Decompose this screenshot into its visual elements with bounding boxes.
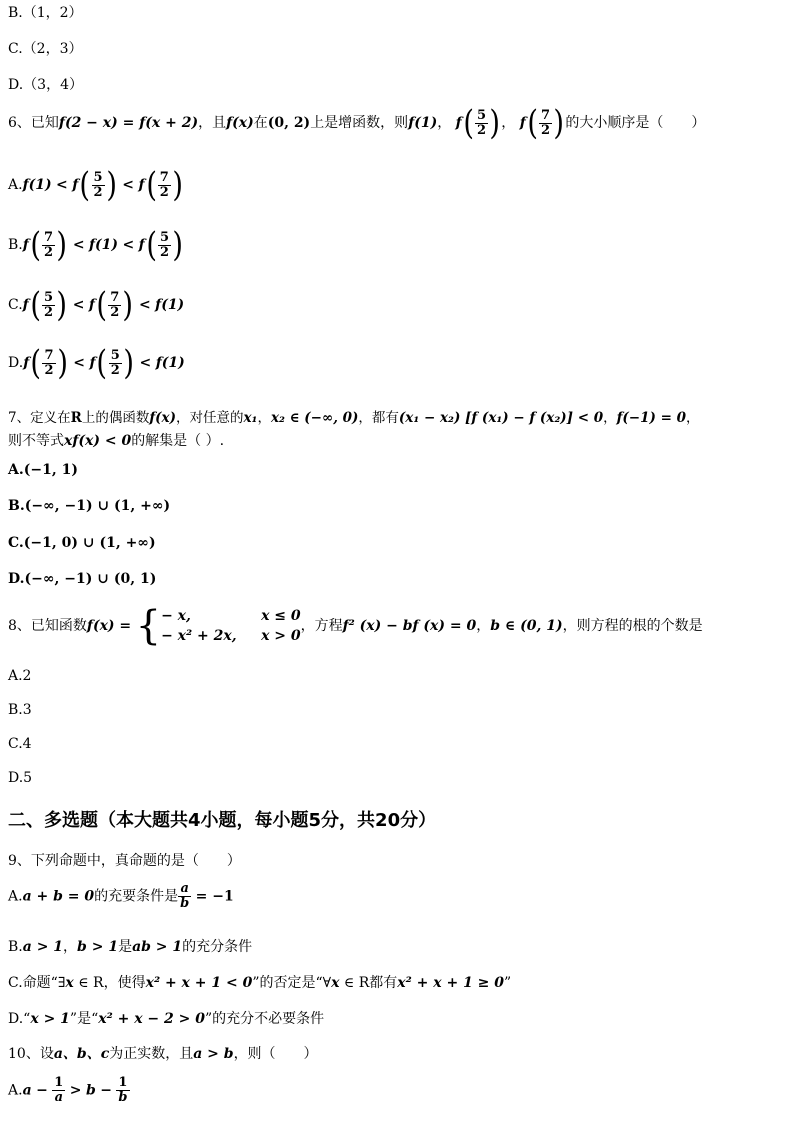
fraction-5-2: $\frac{5}{2}$ xyxy=(476,107,486,138)
q7-option-a: A.(−1, 1) xyxy=(8,462,78,478)
q8-stem: 8、已知函数f(x) = {− x, x ≤ 0 − x² + 2x, x > 0，方程f² (x) − bf (x) = 0，b ∈ (0, 1)，则方程的根的个数是 xyxy=(8,603,703,649)
piecewise-cases: − x, x ≤ 0 − x² + 2x, x > 0 xyxy=(161,608,301,644)
q9-option-a: A.a + b = 0的充要条件是 $\frac{a}{b}$ = −1 xyxy=(8,881,234,911)
q7-option-c: C.(−1, 0) ∪ (1, +∞) xyxy=(8,535,156,551)
q8-option-a: A.2 xyxy=(8,668,32,684)
q8-option-b: B.3 xyxy=(8,702,32,718)
q9-option-d: D.“x > 1”是“x² + x − 2 > 0”的充分不必要条件 xyxy=(8,1011,325,1027)
q5-option-d: D.（3，4） xyxy=(8,77,83,93)
section-heading: 二、多选题（本大题共4小题，每小题5分，共20分） xyxy=(8,810,437,831)
q7-option-b: B.(−∞, −1) ∪ (1, +∞) xyxy=(8,498,171,514)
fraction-7-2: $\frac{7}{2}$ xyxy=(541,107,551,138)
q9-option-c: C.命题“∃x ∈ R，使得x² + x + 1 < 0”的否定是“∀x ∈ R都有x² + x + 1 ≥ 0” xyxy=(8,975,512,991)
q7-option-d: D.(−∞, −1) ∪ (0, 1) xyxy=(8,571,157,587)
q10-option-a: A.a − $\frac{1}{a}$ > b − $\frac{1}{b}$ xyxy=(8,1075,128,1105)
q7-stem-line2: 则不等式xf(x) < 0的解集是（ ）. xyxy=(8,433,225,449)
q10-stem: 10、设a、b、c为正实数，且a > b，则（ ） xyxy=(8,1046,318,1062)
q8-option-c: C.4 xyxy=(8,736,32,752)
q6-stem: 6、已知f(2 − x) = f(x + 2)，且f(x)在(0, 2)上是增函数，则f(1)， f( $\frac{5}{2}$ )， f( $\frac{7}{2}$ )的大小顺序是（ ） xyxy=(8,103,706,143)
q6-option-c: C.f( $\frac{5}{2}$ ) < f( $\frac{7}{2}$ ) < f(1) xyxy=(8,285,185,325)
q7-stem-line1: 7、定义在R上的偶函数f(x)，对任意的x₁，x₂ ∈ (−∞, 0)，都有(x₁ − x₂) [f (x₁) − f (x₂)] < 0，f(−1) = 0， xyxy=(8,410,700,426)
q6-option-a: A.f(1) < f( $\frac{5}{2}$ ) < f( $\frac{7}{2}$ ) xyxy=(8,165,183,205)
q6-option-d: D.f( $\frac{7}{2}$ ) < f( $\frac{5}{2}$ ) < f(1) xyxy=(8,343,185,383)
q8-option-d: D.5 xyxy=(8,770,33,786)
q6-option-b: B.f( $\frac{7}{2}$ ) < f(1) < f( $\frac{5}{2}$ ) xyxy=(8,225,183,265)
q9-option-b: B.a > 1，b > 1是ab > 1的充分条件 xyxy=(8,939,253,955)
q5-option-b: B.（1，2） xyxy=(8,5,83,21)
q5-option-c: C.（2，3） xyxy=(8,41,83,57)
q9-stem: 9、下列命题中，真命题的是（ ） xyxy=(8,853,241,869)
